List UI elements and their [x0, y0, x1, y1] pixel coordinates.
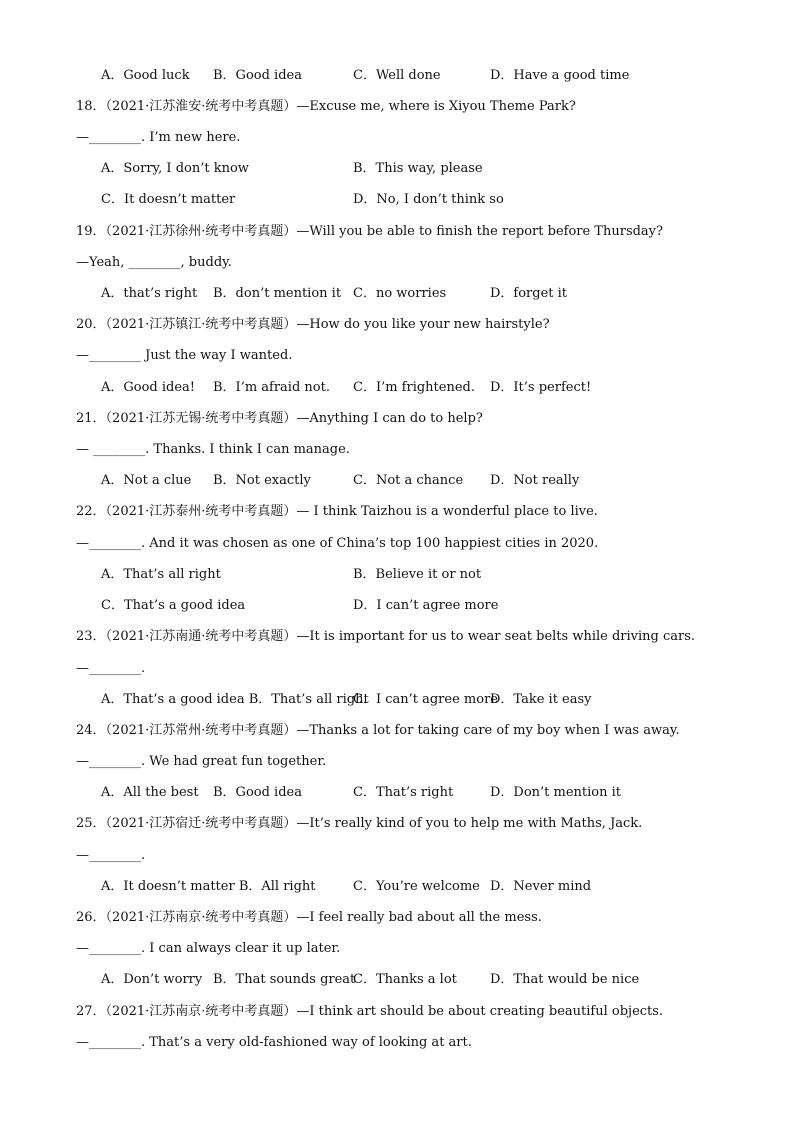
- q20-prompt: 20．（2021·江苏镇江·统考中考真题）—How do you like your new hairstyle?: [76, 317, 550, 332]
- q24-option-a[interactable]: A．All the best: [101, 785, 199, 800]
- q26-option-c[interactable]: C．Thanks a lot: [353, 972, 457, 987]
- q26-prompt: 26．（2021·江苏南京·统考中考真题）—I feel really bad about all the mess.: [76, 910, 542, 925]
- q21-option-d[interactable]: D．Not really: [490, 473, 580, 488]
- q22-option-c[interactable]: C．That’s a good idea: [101, 598, 246, 613]
- q26-option-b[interactable]: B．That sounds great: [213, 972, 356, 987]
- q20-reply: —________ Just the way I wanted.: [76, 348, 293, 363]
- q20-option-c[interactable]: C．I’m frightened.: [353, 380, 475, 395]
- q25-prompt: 25．（2021·江苏宿迁·统考中考真题）—It’s really kind of you to help me with Maths, Jack.: [76, 816, 643, 831]
- q24-option-d[interactable]: D．Don’t mention it: [490, 785, 622, 800]
- q21-option-a[interactable]: A．Not a clue: [101, 473, 192, 488]
- q19-option-b[interactable]: B．don’t mention it: [213, 286, 342, 301]
- q23-option-ab[interactable]: A．That’s a good idea B．That’s all right: [101, 692, 369, 707]
- q20-option-b[interactable]: B．I’m afraid not.: [213, 380, 330, 395]
- q24-prompt: 24．（2021·江苏常州·统考中考真题）—Thanks a lot for taking care of my boy when I was away.: [76, 723, 680, 738]
- q18-reply: —________. I’m new here.: [76, 130, 241, 145]
- q18-option-d[interactable]: D．No, I don’t think so: [353, 192, 504, 207]
- q27-reply: —________. That’s a very old-fashioned way of looking at art.: [76, 1035, 472, 1050]
- q22-option-b[interactable]: B．Believe it or not: [353, 567, 482, 582]
- q22-reply: —________. And it was chosen as one of China’s top 100 happiest cities in 2020.: [76, 536, 599, 551]
- q19-option-d[interactable]: D．forget it: [490, 286, 568, 301]
- q24-reply: —________. We had great fun together.: [76, 754, 327, 769]
- q25-reply: —________.: [76, 848, 146, 863]
- q23-prompt: 23．（2021·江苏南通·统考中考真题）—It is important for us to wear seat belts while driving cars.: [76, 629, 696, 644]
- q26-reply: —________. I can always clear it up later.: [76, 941, 341, 956]
- q25-option-d[interactable]: D．Never mind: [490, 879, 592, 894]
- q18-option-a[interactable]: A．Sorry, I don’t know: [101, 161, 249, 176]
- q21-option-c[interactable]: C．Not a chance: [353, 473, 464, 488]
- q21-prompt: 21．（2021·江苏无锡·统考中考真题）—Anything I can do to help?: [76, 411, 483, 426]
- q18-prompt: 18．（2021·江苏淮安·统考中考真题）—Excuse me, where is Xiyou Theme Park?: [76, 99, 576, 114]
- q22-prompt: 22．（2021·江苏泰州·统考中考真题）— I think Taizhou is a wonderful place to live.: [76, 504, 598, 519]
- q23-option-d[interactable]: D．Take it easy: [490, 692, 592, 707]
- q25-option-c[interactable]: C．You’re welcome: [353, 879, 480, 894]
- q18-option-b[interactable]: B．This way, please: [353, 161, 483, 176]
- q19-option-a[interactable]: A．that’s right: [101, 286, 198, 301]
- q19-reply: —Yeah, ________, buddy.: [76, 255, 232, 270]
- q17-option-d[interactable]: D．Have a good time: [490, 68, 630, 83]
- q23-reply: —________.: [76, 661, 146, 676]
- q24-option-c[interactable]: C．That’s right: [353, 785, 454, 800]
- q20-option-d[interactable]: D．It’s perfect!: [490, 380, 592, 395]
- q17-option-a[interactable]: A．Good luck: [101, 68, 190, 83]
- q18-option-c[interactable]: C．It doesn’t matter: [101, 192, 236, 207]
- q26-option-d[interactable]: D．That would be nice: [490, 972, 640, 987]
- q19-option-c[interactable]: C．no worries: [353, 286, 447, 301]
- q24-option-b[interactable]: B．Good idea: [213, 785, 302, 800]
- q23-option-c[interactable]: C．I can’t agree more: [353, 692, 498, 707]
- q21-option-b[interactable]: B．Not exactly: [213, 473, 311, 488]
- q25-option-ab[interactable]: A．It doesn’t matter B．All right: [101, 879, 316, 894]
- q20-option-a[interactable]: A．Good idea!: [101, 380, 196, 395]
- q22-option-d[interactable]: D．I can’t agree more: [353, 598, 499, 613]
- q22-option-a[interactable]: A．That’s all right: [101, 567, 221, 582]
- q26-option-a[interactable]: A．Don’t worry: [101, 972, 203, 987]
- q17-option-b[interactable]: B．Good idea: [213, 68, 302, 83]
- q27-prompt: 27．（2021·江苏南京·统考中考真题）—I think art should be about creating beautiful objects.: [76, 1004, 664, 1019]
- q19-prompt: 19．（2021·江苏徐州·统考中考真题）—Will you be able to finish the report before Thursday?: [76, 224, 663, 239]
- q21-reply: — ________. Thanks. I think I can manage.: [76, 442, 350, 457]
- q17-option-c[interactable]: C．Well done: [353, 68, 441, 83]
